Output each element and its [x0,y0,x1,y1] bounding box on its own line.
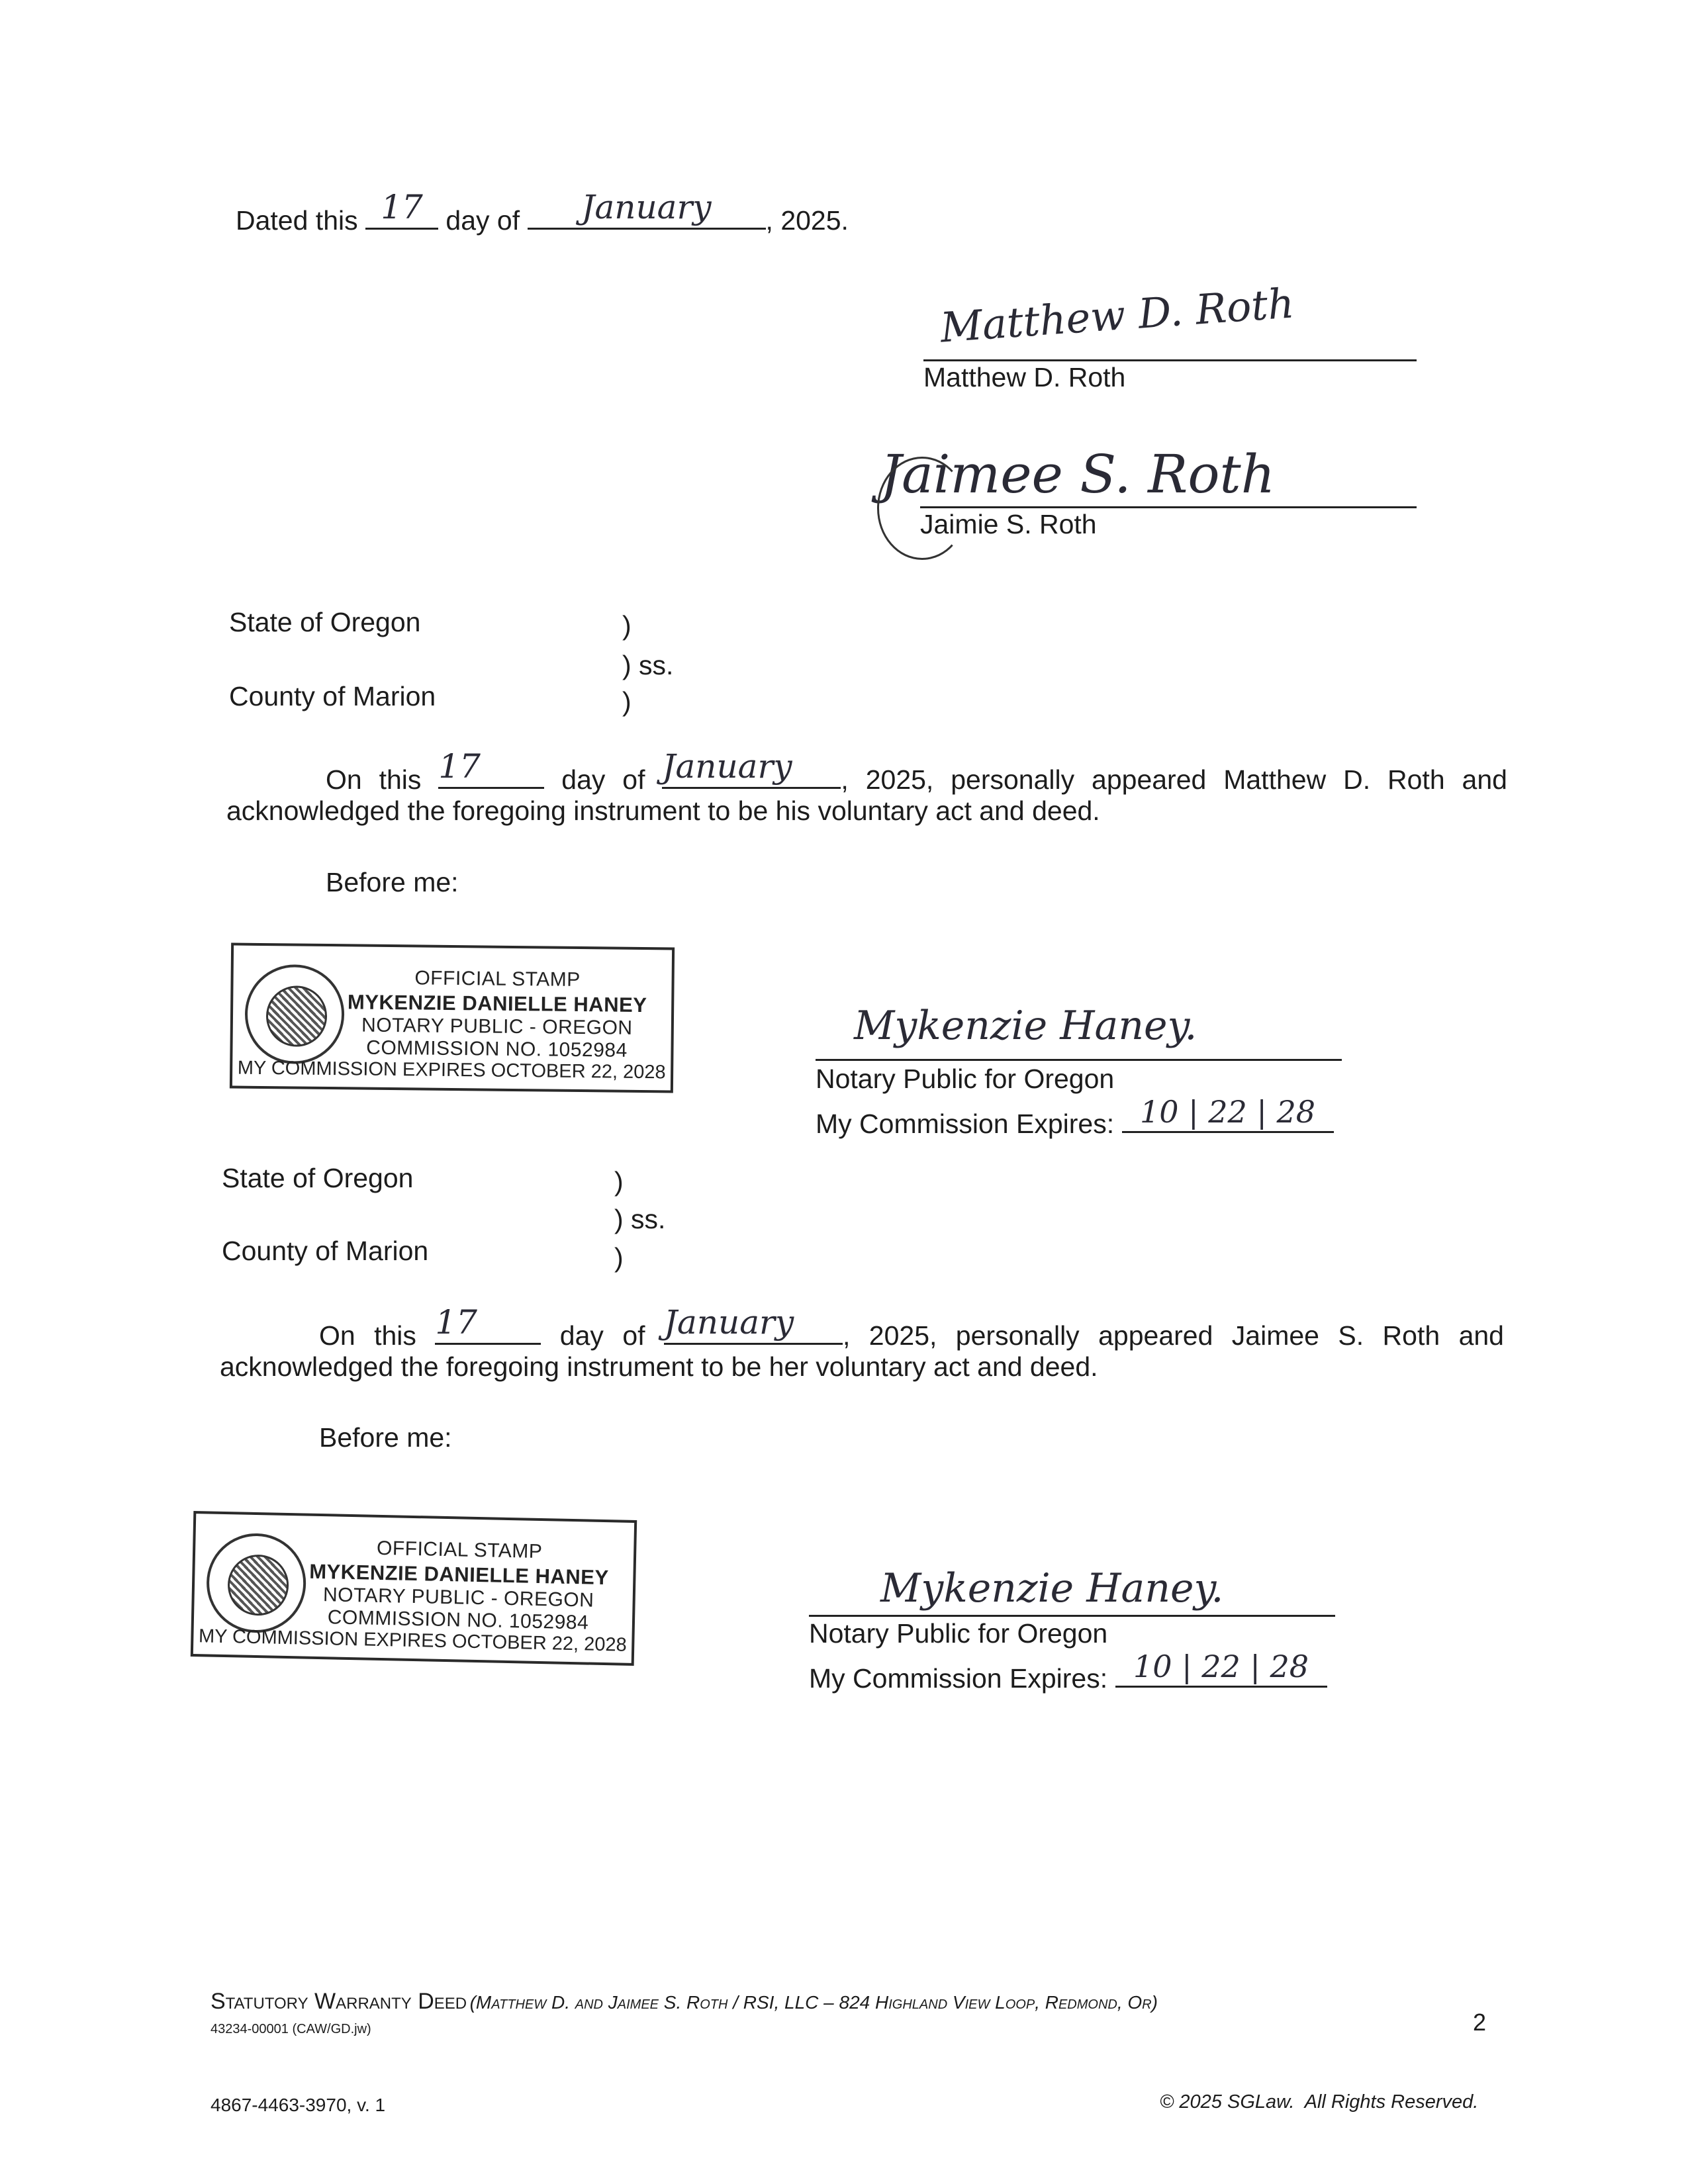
stamp1-title: OFFICIAL STAMP [414,967,581,991]
ack1-before-me: Before me: [326,867,459,897]
stamp2-role: NOTARY PUBLIC - OREGON [322,1584,594,1612]
notary1-title: Notary Public for Oregon [816,1064,1115,1094]
ack2-day-field[interactable] [435,1303,541,1345]
stamp2-commission: COMMISSION NO. 1052984 [327,1606,589,1634]
ack1-line2: acknowledged the foregoing instrument to be his voluntary act and deed. [226,796,1100,826]
grantor1-signature: Matthew D. Roth [939,279,1296,352]
notary1-signature-line[interactable] [816,1059,1342,1061]
footer-doc-title: Statutory Warranty Deed [211,1989,467,2014]
ack2-day-handwritten: 17 [435,1303,477,1342]
grantor2-signature-line[interactable] [920,506,1417,508]
ack1-day-field[interactable] [438,747,544,789]
footer-file-number: 43234-00001 (CAW/GD.jw) [211,2022,371,2036]
dated-month-field[interactable] [528,188,766,230]
ack1-line1-rest: , 2025, personally appeared Matthew D. Roth and [841,764,1507,795]
oregon-seal-icon [206,1532,307,1633]
ack1-month-field[interactable] [662,747,841,789]
ack1-on-this: On this [326,764,422,795]
venue2-paren-3: ) [614,1242,624,1273]
grantor1-name: Matthew D. Roth [923,362,1126,392]
notary2-expires-handwritten: 10 | 22 | 28 [1133,1649,1309,1684]
dated-day-field[interactable] [365,188,438,230]
ack2-month-handwritten: January [663,1303,794,1342]
notary2-expires [809,1649,1327,1694]
page-number: 2 [1473,2009,1487,2036]
dated-prefix: Dated this [236,205,358,236]
notary2-expires-label: My Commission Expires: [809,1663,1108,1694]
notary-stamp-2 [191,1511,637,1666]
stamp1-name: MYKENZIE DANIELLE HANEY [347,990,647,1017]
notary2-title: Notary Public for Oregon [809,1618,1108,1649]
ack1-day-handwritten: 17 [438,747,481,786]
notary-stamp-1 [230,942,675,1093]
stamp2-title: OFFICIAL STAMP [376,1537,543,1563]
ack1-day-of: day of [561,764,645,795]
venue2-paren-1: ) [614,1166,624,1197]
ack1-month-handwritten: January [662,747,792,786]
ack2-before-me: Before me: [319,1422,452,1453]
footer-copyright: © 2025 SGLaw. All Rights Reserved. [1160,2091,1479,2113]
grantor1-signature-line[interactable] [923,359,1417,361]
footer-doc-parties: (Matthew D. and Jaimee S. Roth / RSI, LLC – 824 Highland View Loop, Redmond, Or) [469,1992,1158,2013]
stamp1-expires: MY COMMISSION EXPIRES OCTOBER 22, 2028 [237,1057,666,1083]
notary1-signature: Mykenzie Haney. [854,1003,1197,1049]
footer-deed-title [211,1989,1158,2015]
venue1-ss: ) ss. [622,650,674,680]
venue1-county: County of Marion [229,681,436,711]
dated-month-handwritten: January [581,188,712,226]
notary2-signature-line[interactable] [809,1615,1335,1617]
venue1-paren-3: ) [622,686,632,717]
stamp2-name: MYKENZIE DANIELLE HANEY [308,1559,609,1590]
notary1-expires-handwritten: 10 | 22 | 28 [1139,1094,1316,1130]
ack2-line1-rest: , 2025, personally appeared Jaimee S. Roth and [842,1320,1504,1351]
ack2-on-this: On this [319,1320,416,1351]
ack2-month-field[interactable] [663,1303,843,1345]
venue2-ss: ) ss. [614,1204,666,1234]
stamp2-expires: MY COMMISSION EXPIRES OCTOBER 22, 2028 [198,1625,628,1656]
signature-flourish [877,457,967,560]
oregon-seal-icon [244,964,345,1065]
stamp1-commission: COMMISSION NO. 1052984 [366,1036,628,1062]
grantor2-signature: Jaimee S. Roth [880,443,1276,505]
stamp1-role: NOTARY PUBLIC - OREGON [361,1014,633,1039]
ack2-day-of: day of [559,1320,645,1351]
venue1-state: State of Oregon [229,607,421,637]
venue1-paren-1: ) [622,610,632,641]
notary1-expires-field[interactable] [1122,1094,1334,1133]
dated-suffix: , 2025. [765,205,849,236]
notary1-expires-label: My Commission Expires: [816,1109,1115,1139]
ack2-line1 [319,1303,1504,1352]
ack2-line2: acknowledged the foregoing instrument to be her voluntary act and deed. [220,1351,1098,1382]
grantor2-name: Jaimie S. Roth [920,509,1097,539]
venue2-county: County of Marion [222,1236,429,1266]
notary1-expires [816,1094,1334,1139]
notary2-signature: Mykenzie Haney. [880,1565,1224,1612]
dated-day-handwritten: 17 [381,188,423,226]
dated-line [236,188,849,236]
ack1-line1 [326,747,1507,796]
footer-doc-id: 4867-4463-3970, v. 1 [211,2095,386,2115]
notary2-expires-field[interactable] [1115,1649,1327,1688]
dated-middle: day of [445,205,520,236]
venue2-state: State of Oregon [222,1163,414,1193]
